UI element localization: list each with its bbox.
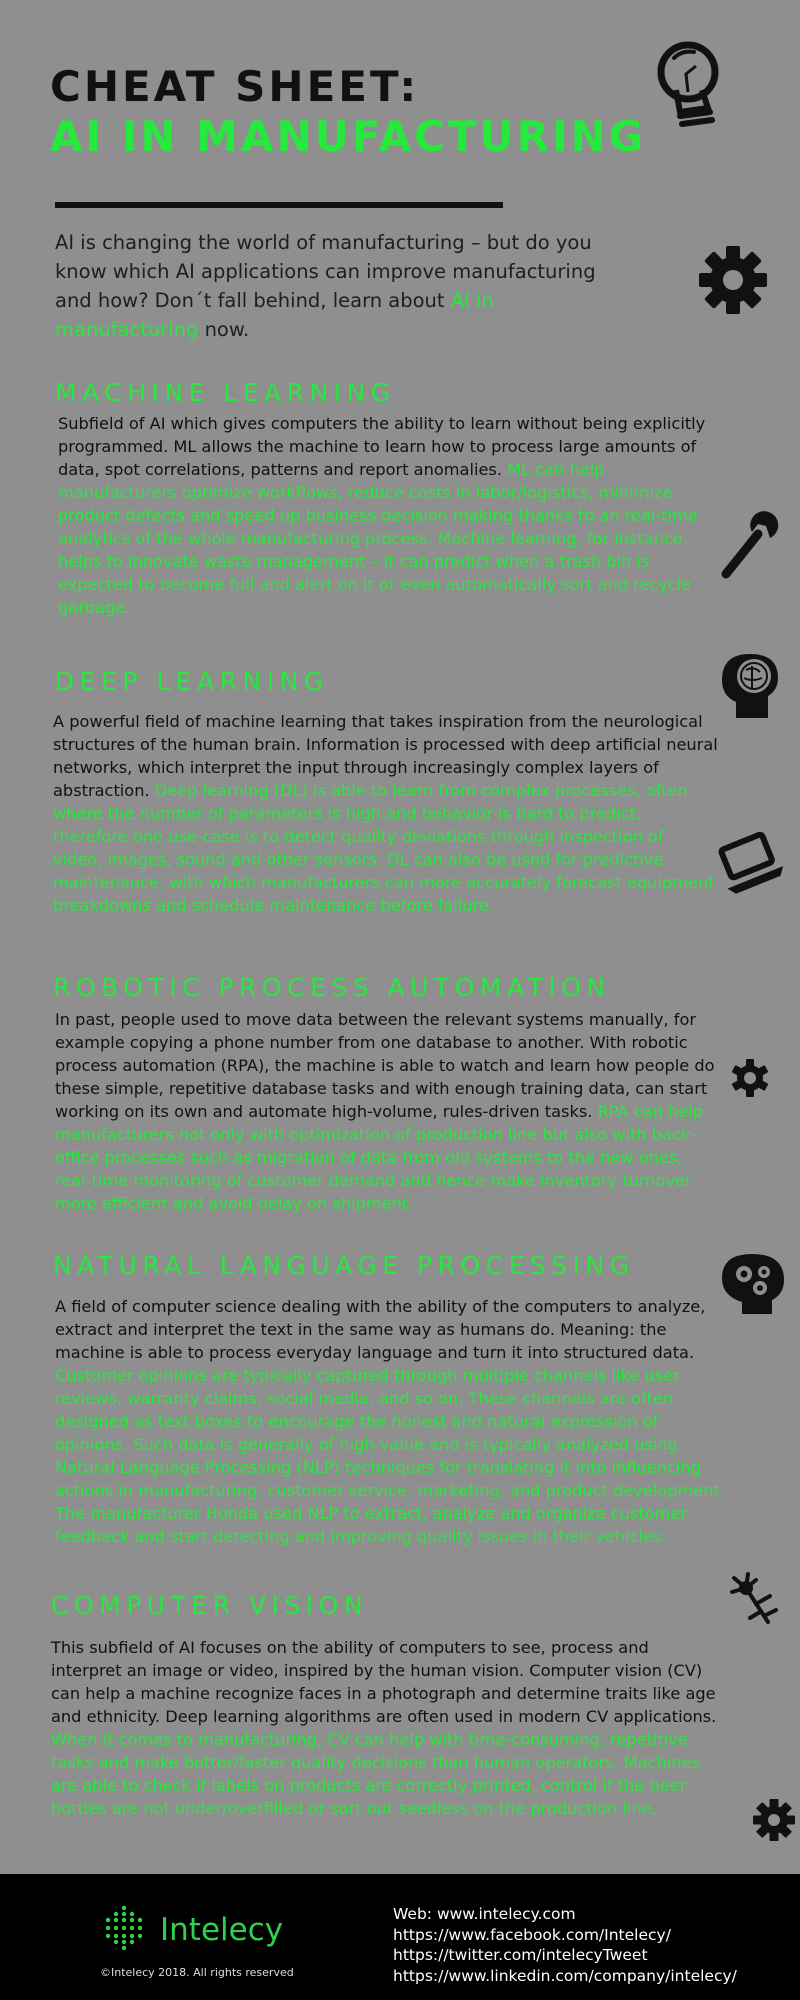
section-heading-rpa: ROBOTIC PROCESS AUTOMATION [53, 973, 611, 1002]
section-body-computer-vision: This subfield of AI focuses on the ability of computers to see, process and interpret an image or video, inspired by the human vision. Computer vision (CV) can help a machine recognize faces in a photograph and determine traits like age and ethnicity. Deep learning algorithms are often used in modern CV applications. When it comes to manufacturing, CV can help with time-consuming, repetitive tasks and make better/faster quality decisions than human operators. Machines are able to check if labels on products are correctly printed, control if the beer bottles are not under/overfilled or sort out seedless on the production line. [51, 1638, 717, 1818]
website-link[interactable]: Web: www.intelecy.com [393, 1905, 576, 1923]
gear-icon [752, 1798, 796, 1842]
section-heading-nlp: NATURAL LANGUAGE PROCESSING [53, 1251, 635, 1280]
section-body-deep-learning: A powerful field of machine learning that takes inspiration from the neurological structures of the human brain. Information is processed with deep artificial neural networks, which interpret the input through increasingly complex layers of abstraction. Deep learning (DL) is able to learn from complex processes, often where the number of parameters is high and behavior is hard to predict, therefore one use-case is to detect quality deviations through inspection of video, images, sound and other sensors. DL can also be used for predictive maintenance, with which manufacturers can more accurately forecast equipment breakdowns and schedule maintenance before failure. [53, 712, 718, 915]
section-heading-computer-vision: COMPUTER VISION [51, 1591, 369, 1620]
intro-text [55, 228, 615, 344]
linkedin-link[interactable]: https://www.linkedin.com/company/intelecy/ [393, 1966, 737, 1985]
intro-tail: now. [198, 318, 250, 341]
wrench-icon [718, 508, 780, 580]
divider [55, 202, 503, 208]
brain-head-icon [716, 648, 784, 724]
page-subtitle: AI IN MANUFACTURING [50, 112, 647, 161]
section-heading-machine-learning: MACHINE LEARNING [55, 378, 396, 407]
footer [0, 1874, 800, 2000]
page-title: CHEAT SHEET: [50, 62, 420, 111]
twitter-link[interactable]: https://twitter.com/intelecyTweet [393, 1946, 648, 1964]
intro-body: AI is changing the world of manufacturing – but do you know which AI applications can improve manufacturing and how? Don´t fall behind, learn about [55, 231, 596, 312]
gear-icon [697, 244, 769, 316]
footer-links [393, 1904, 737, 1986]
section-body-machine-learning: Subfield of AI which gives computers the ability to learn without being explicitly programmed. ML allows the machine to learn how to process large amounts of data, spot correlations, patterns and report anomalies. ML can help manufacturers optimize workflows, reduce costs in labor/logistics, minimize product defects and speed up business decision making thanks to an real-time analytics of the whole manufacturing process. Machine learning, for instance, helps to innovate waste management – it can predict when a trash bin is expected to become full and alert on it or even automatically sort and recycle garbage. [58, 414, 706, 617]
lightbulb-icon [652, 36, 732, 136]
section-body-rpa: In past, people used to move data between the relevant systems manually, for example copying a phone number from one database to another. With robotic process automation (RPA), the machine is able to watch and learn how people do these simple, repetitive database tasks and with enough training data, can start working on its own and automate high-volume, rules-driven tasks. RPA can help manufacturers not only with optimization of production line but also with back-office processes such as migration of data from old systems to the new ones, real-time monitoring of customer demand and hence make inventory turnover more efficient and avoid delay on shipment. [55, 1010, 715, 1213]
intelecy-logo-icon [100, 1904, 148, 1956]
section-body-nlp: A field of computer science dealing with the ability of the computers to analyze, extract and interpret the text in the same way as humans do. Meaning: the machine is able to process everyday language and turn it into structured data. Customer opinions are typically captured through multiple channels like user reviews, warranty claims, social media, and so on. These channels are often designed as text boxes to encourage the honest and natural expression of opinions. Such data is generally of high value and is typically analyzed using Natural Language Processing (NLP) techniques for translating it into influencing actions in manufacturing, customer service, marketing, and product development. The manufacturer Honda used NLP to extract, analyze and organize customer feedback and start detecting and improving quality issues in their vehicles. [55, 1297, 725, 1546]
copyright: ©Intelecy 2018. All rights reserved [100, 1966, 294, 1979]
intro-highlight: AI in manufacturing [55, 289, 494, 341]
laptop-icon [716, 832, 786, 896]
facebook-link[interactable]: https://www.facebook.com/Intelecy/ [393, 1925, 671, 1944]
gears-head-icon [718, 1250, 788, 1316]
small-gear-icon [730, 1058, 770, 1098]
section-heading-deep-learning: DEEP LEARNING [55, 667, 329, 696]
brand-name: Intelecy [160, 1912, 284, 1948]
neuron-icon [726, 1570, 780, 1626]
